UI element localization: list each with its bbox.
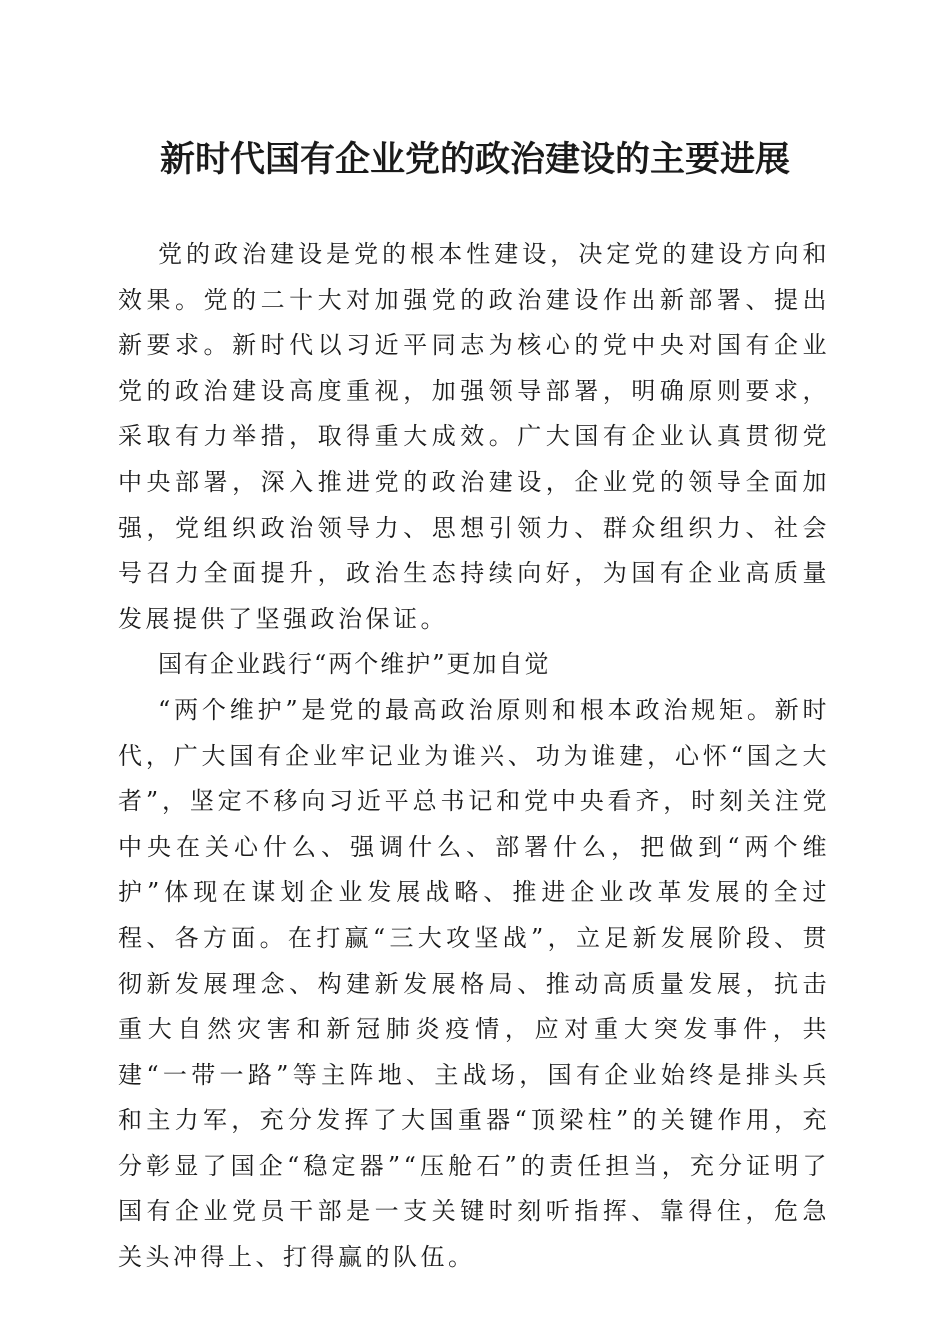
document-body xyxy=(118,232,830,1281)
intro-paragraph: 党的政治建设是党的根本性建设，决定党的建设方向和效果。党的二十大对加强党的政治建设作出新部署、提出新要求。新时代以习近平同志为核心的党中央对国有企业党的政治建设高度重视，加强领导部署，明确原则要求，采取有力举措，取得重大成效。广大国有企业认真贯彻党中央部署，深入推进党的政治建设，企业党的领导全面加强，党组织政治领导力、思想引领力、群众组织力、社会号召力全面提升，政治生态持续向好，为国有企业高质量发展提供了坚强政治保证。 xyxy=(118,240,830,633)
section-paragraph: “两个维护”是党的最高政治原则和根本政治规矩。新时代，广大国有企业牢记业为谁兴、功为谁建，心怀“国之大者”，坚定不移向习近平总书记和党中央看齐，时刻关注党中央在关心什么、强调什么、部署什么，把做到“两个维护”体现在谋划企业发展战略、推进企业改革发展的全过程、各方面。在打赢“三大攻坚战”，立足新发展阶段、贯彻新发展理念、构建新发展格局、推动高质量发展，抗击重大自然灾害和新冠肺炎疫情，应对重大突发事件，共建“一带一路”等主阵地、主战场，国有企业始终是排头兵和主力军，充分发挥了大国重器“顶梁柱”的关键作用，充分彰显了国企“稳定器”“压舱石”的责任担当，充分证明了国有企业党员干部是一支关键时刻听指挥、靠得住，危急关头冲得上、打得赢的队伍。 xyxy=(118,695,830,1272)
document-title: 新时代国有企业党的政治建设的主要进展 xyxy=(159,139,790,180)
section-heading: 国有企业践行“两个维护”更加自觉 xyxy=(158,650,551,679)
